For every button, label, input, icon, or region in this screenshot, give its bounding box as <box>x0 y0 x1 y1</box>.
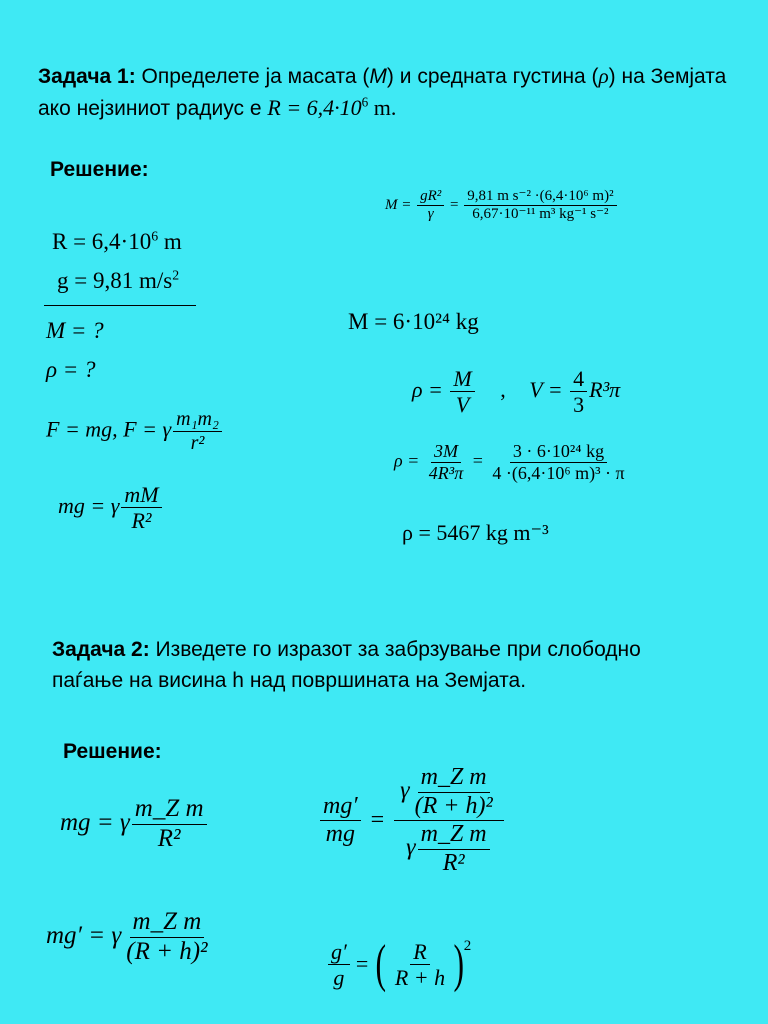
density-formula-frac1 <box>426 441 466 483</box>
mass-formula-den2: 6,67·10⁻¹¹ m³ kg⁻¹ s⁻² <box>472 206 609 223</box>
g-inner-num: R <box>410 939 429 965</box>
density-formula-num1: 3M <box>431 441 461 463</box>
density-definition <box>412 366 620 418</box>
eq1-num: m_Z m <box>132 795 207 825</box>
density-formula-frac2 <box>489 441 627 483</box>
eq1-den: R² <box>157 824 181 852</box>
ratio-top-den: (R + h)² <box>414 792 493 819</box>
volume-frac-den: 3 <box>573 392 585 418</box>
ratio-eq-sign: = <box>370 807 385 834</box>
volume-rest: R³π <box>589 376 621 402</box>
solution2-label: Решение: <box>63 740 162 763</box>
density-def-den: V <box>455 392 470 418</box>
task1-text-c: ) на Земјата ако нејзиниот радиус е <box>38 65 727 120</box>
unknown-mass: M = ? <box>46 318 104 343</box>
eq1-fraction <box>132 795 207 854</box>
given-g-exp: 2 <box>172 267 180 283</box>
density-def-separator: , <box>500 376 506 402</box>
task1-given-radius <box>267 95 396 120</box>
density-formula-num2: 3 · 6·10²⁴ kg <box>510 441 607 463</box>
ratio-bot-fraction <box>418 821 490 877</box>
task2-statement <box>52 634 692 696</box>
volume-lhs: V = <box>529 376 563 402</box>
density-formula-eq: = <box>472 450 483 471</box>
given-R-exp: 6 <box>151 228 159 244</box>
unknown-density: ρ = ? <box>46 357 96 382</box>
density-def-frac <box>450 366 474 418</box>
mass-formula-frac1 <box>417 188 444 224</box>
density-formula-den1: 4R³π <box>428 462 464 483</box>
mass-formula-lhs: M = <box>385 197 412 214</box>
task1-given-R: R = 6,4·10 <box>267 95 362 120</box>
task2-text: Изведете го изразот за забрзување при слободно паѓање на висина h над површината на Земјата. <box>52 638 641 692</box>
given-R-text: R = 6,4·10 <box>52 229 152 254</box>
force-fraction-den: r² <box>190 432 205 454</box>
ratio-bot-den: R² <box>442 849 465 876</box>
gravity-surface-equation <box>60 795 209 854</box>
ratio-top <box>394 764 504 821</box>
mass-formula-num2: 9,81 m s⁻² ·(6,4·10⁶ m)² <box>464 188 616 206</box>
given-radius <box>52 229 182 255</box>
task1-label: Задача 1: <box>38 65 136 88</box>
mass-formula-den1: γ <box>427 206 434 223</box>
ratio-top-fraction <box>412 764 496 820</box>
ratio-lhs-den: mg <box>325 821 355 848</box>
mass-result: M = 6·10²⁴ kg <box>348 309 479 334</box>
solution1-label: Решение: <box>50 158 149 181</box>
ratio-equation <box>318 764 506 877</box>
right-paren: ) <box>453 935 465 993</box>
volume-frac <box>570 366 587 418</box>
ratio-lhs-fraction <box>320 793 361 849</box>
task1-symbol-rho: ρ <box>598 64 609 88</box>
density-def-lhs: ρ = <box>412 376 443 402</box>
g-inner-fraction <box>392 939 448 991</box>
ratio-lhs-num: mg′ <box>320 793 361 822</box>
volume-frac-num: 4 <box>570 366 587 392</box>
density-def-num: M <box>450 366 474 392</box>
left-paren: ( <box>375 935 387 993</box>
g-inner-den: R + h <box>394 964 446 990</box>
g-ratio-exponent: 2 <box>463 938 472 954</box>
mg-fraction-num: mM <box>121 482 161 508</box>
mass-formula-frac2 <box>464 188 616 224</box>
ratio-bot-gamma: γ <box>406 834 416 861</box>
density-formula-den2: 4 ·(6,4·10⁶ m)³ · π <box>492 462 625 483</box>
mg-fraction <box>121 482 161 534</box>
task1-given-R-unit: m. <box>368 95 397 120</box>
eq2-den: (R + h)² <box>126 937 208 965</box>
ratio-bot-num: m_Z m <box>418 821 490 850</box>
force-fraction <box>173 408 222 455</box>
gravity-height-equation <box>46 908 213 967</box>
force-equation <box>46 408 224 455</box>
given-g-text: g = 9,81 m/s <box>57 268 173 293</box>
g-ratio-fraction <box>328 939 350 991</box>
eq2-fraction <box>123 908 210 967</box>
density-formula <box>394 441 630 483</box>
given-R-unit: m <box>158 229 182 254</box>
mass-formula-num1: gR² <box>417 188 444 206</box>
mass-formula-eq: = <box>450 197 459 214</box>
ratio-top-num: m_Z m <box>418 764 490 793</box>
ratio-top-gamma: γ <box>400 777 410 804</box>
given-gravity <box>57 268 179 294</box>
eq1-lhs: mg = γ <box>60 808 130 836</box>
density-result: ρ = 5467 kg m⁻³ <box>402 520 549 545</box>
task1-symbol-M: M <box>369 65 387 88</box>
ratio-big-fraction <box>394 764 504 877</box>
mg-fraction-den: R² <box>131 508 152 534</box>
force-eq-lhs: F = mg, F = γ <box>46 416 172 442</box>
g-ratio-den: g <box>333 964 345 990</box>
g-ratio-num: g′ <box>328 939 350 965</box>
mg-eq-lhs: mg = γ <box>58 492 120 518</box>
task1-given-R-exp: 6 <box>361 94 369 110</box>
g-ratio-eq-sign: = <box>355 951 369 977</box>
task1-statement <box>38 61 738 124</box>
task2-label: Задача 2: <box>52 638 150 661</box>
eq2-lhs: mg′ = γ <box>46 921 122 949</box>
ratio-bottom <box>403 821 494 877</box>
density-formula-lhs: ρ = <box>394 450 420 471</box>
mg-equation <box>58 482 164 534</box>
mass-formula <box>385 188 619 224</box>
given-divider <box>44 305 196 306</box>
task1-text-a: Определете ја масата ( <box>135 65 370 88</box>
eq2-num: m_Z m <box>130 908 205 938</box>
g-ratio-equation <box>326 935 472 993</box>
force-fraction-num: m₁m₂ <box>173 408 222 432</box>
task1-text-b: ) и средната густина ( <box>386 65 599 88</box>
